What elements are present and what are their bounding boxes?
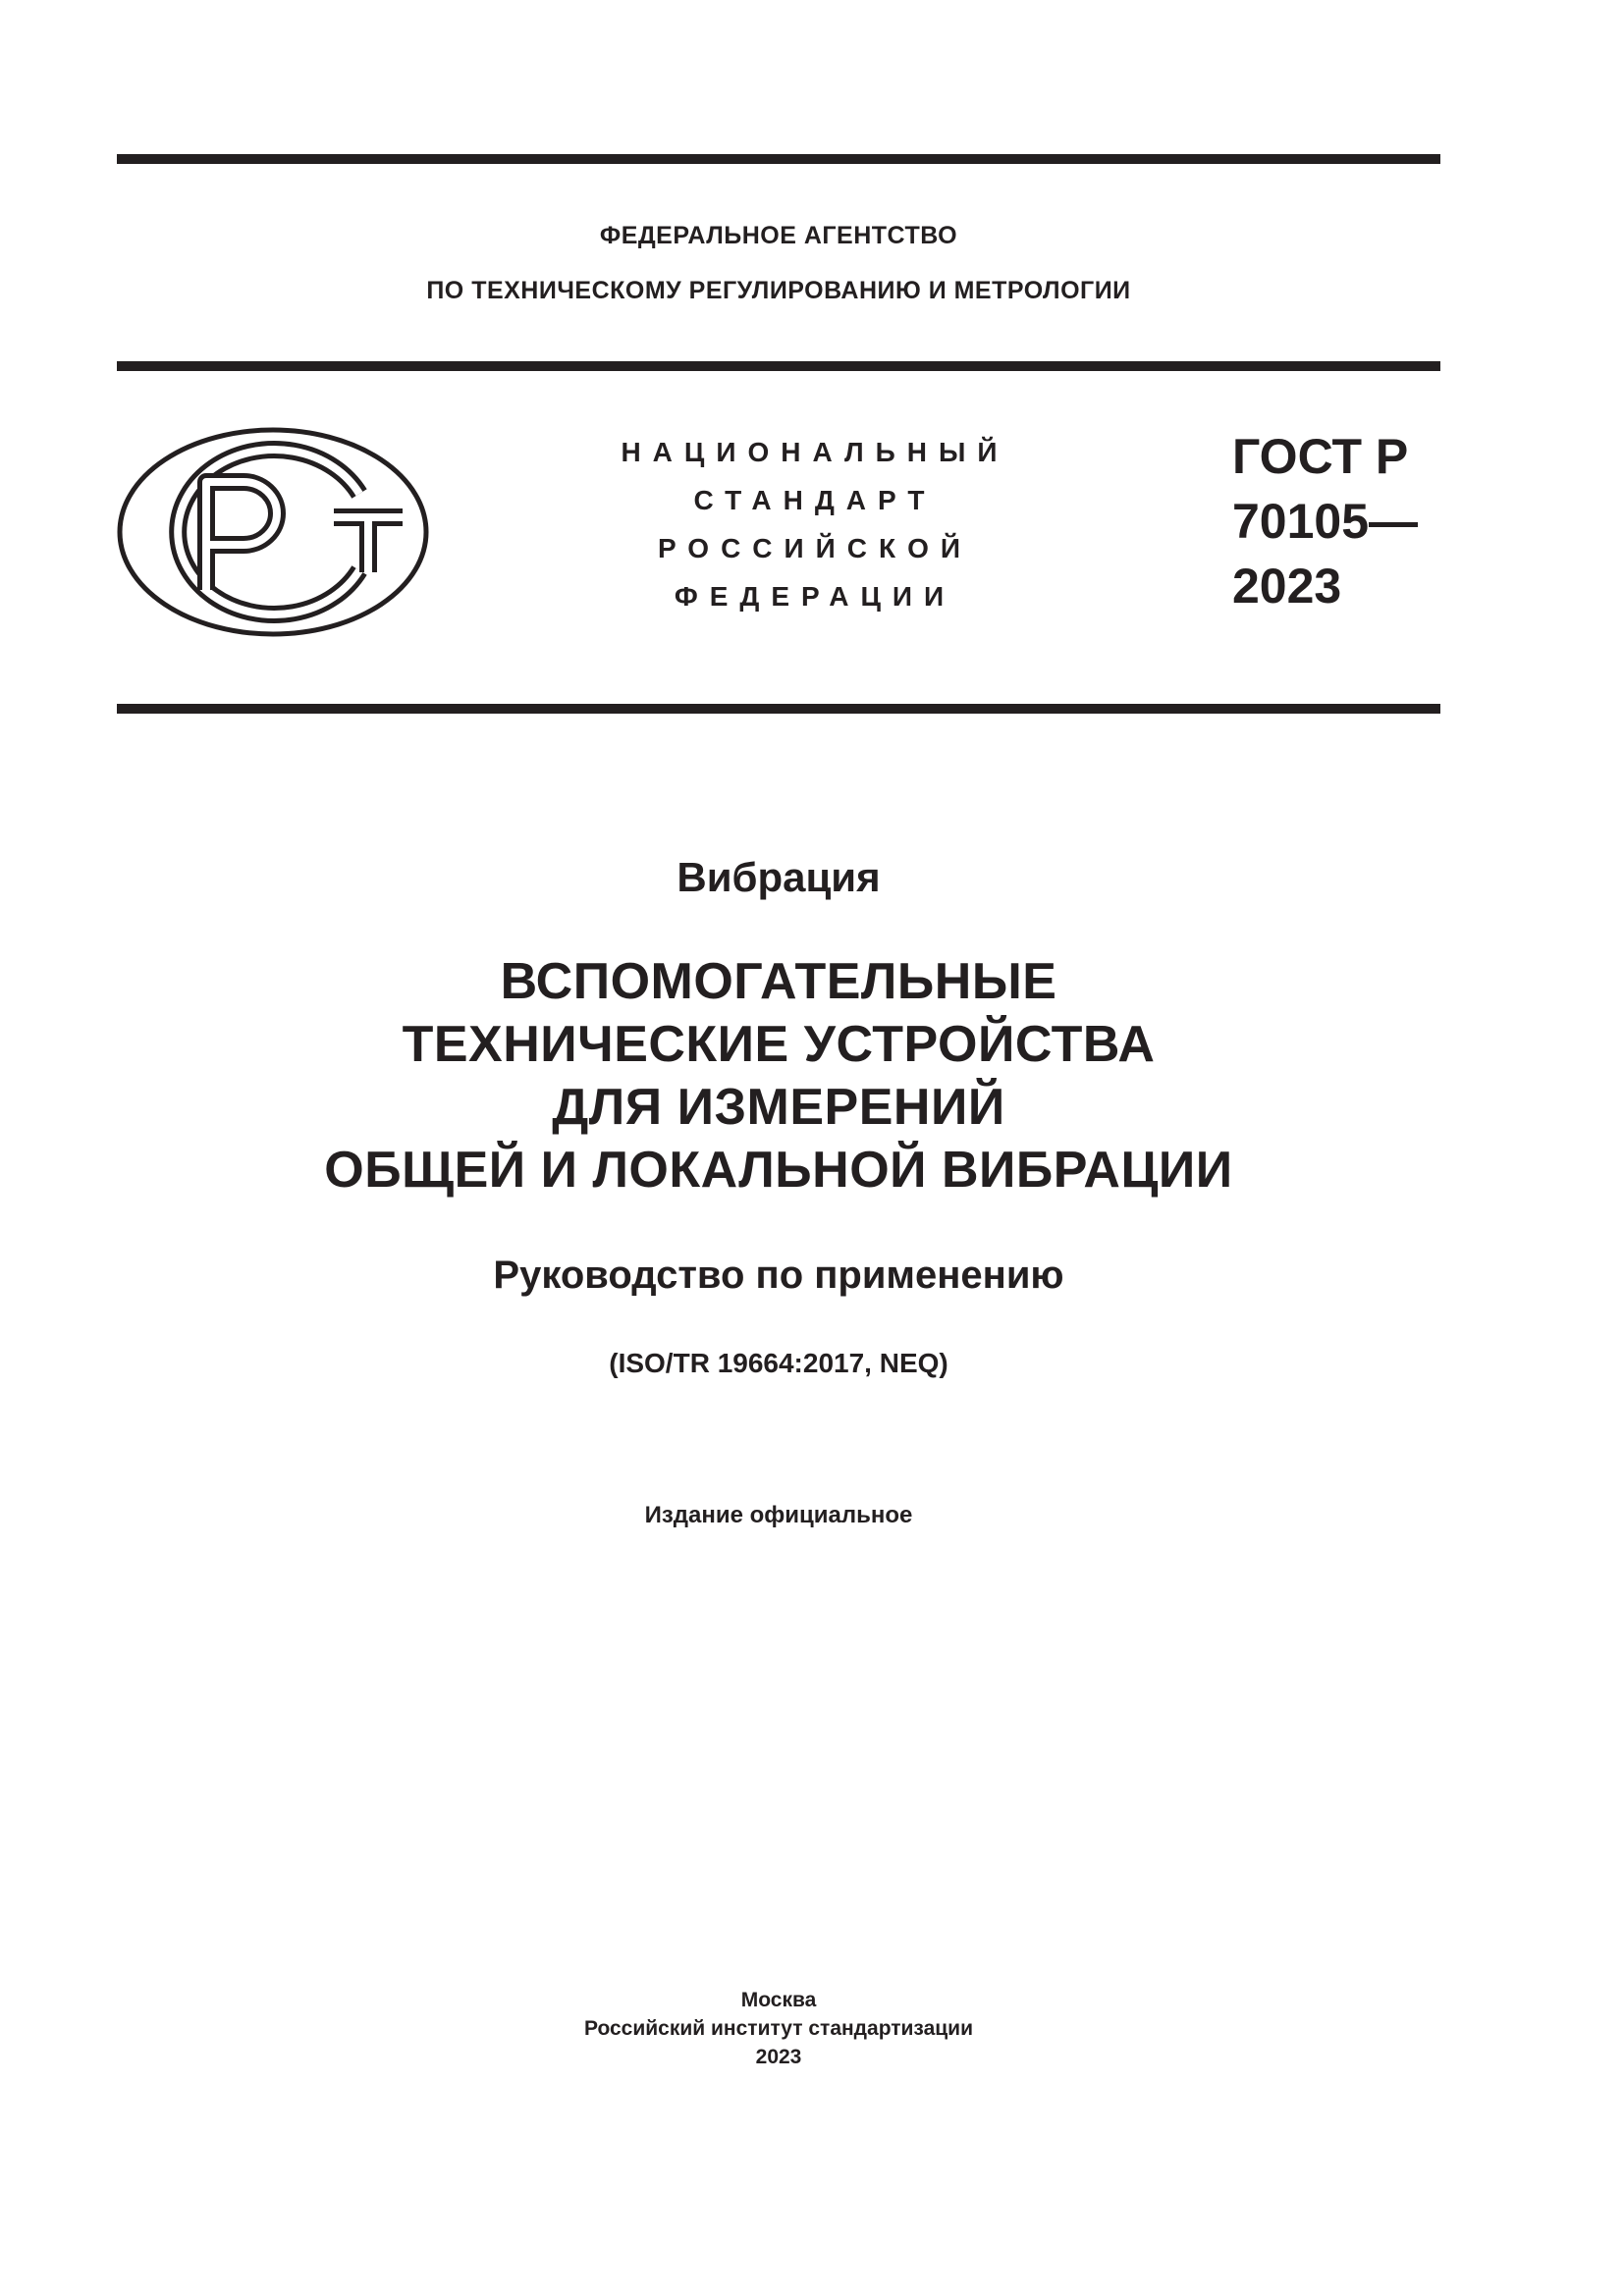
standard-type-line4: ФЕДЕРАЦИИ xyxy=(674,581,956,612)
top-divider xyxy=(117,154,1440,164)
designation-line1: ГОСТ Р xyxy=(1232,429,1409,484)
designation-line3: 2023 xyxy=(1232,559,1342,614)
imprint-publisher: Российский институт стандартизации xyxy=(583,2017,974,2040)
standard-type-block xyxy=(569,428,1060,620)
document-subtitle: Руководство по применению xyxy=(493,1254,1064,1297)
agency-name-line1: ФЕДЕРАЛЬНОЕ АГЕНТСТВО xyxy=(599,222,958,249)
imprint-block xyxy=(117,1986,1440,2071)
title-line2: ТЕХНИЧЕСКИЕ УСТРОЙСТВА xyxy=(402,1016,1156,1073)
middle-divider xyxy=(117,361,1440,371)
standard-type-line1: НАЦИОНАЛЬНЫЙ xyxy=(621,437,1009,467)
subject-heading: Вибрация xyxy=(677,854,881,900)
imprint-city: Москва xyxy=(740,1989,817,2011)
agency-name-line2: ПО ТЕХНИЧЕСКОМУ РЕГУЛИРОВАНИЮ И МЕТРОЛОГИИ xyxy=(426,277,1131,304)
title-line4: ОБЩЕЙ И ЛОКАЛЬНОЙ ВИБРАЦИИ xyxy=(324,1142,1233,1199)
document-title xyxy=(117,950,1440,1201)
rst-conformity-mark-icon xyxy=(116,425,430,639)
imprint-year: 2023 xyxy=(755,2046,802,2068)
edition-note: Издание официальное xyxy=(644,1502,913,1528)
designation-line2: 70105— xyxy=(1232,494,1419,549)
title-line3: ДЛЯ ИЗМЕРЕНИЙ xyxy=(552,1079,1005,1136)
standard-type-line2: СТАНДАРТ xyxy=(693,485,937,515)
iso-reference: (ISO/TR 19664:2017, NEQ) xyxy=(609,1348,948,1378)
standard-designation xyxy=(1232,424,1418,618)
title-line1: ВСПОМОГАТЕЛЬНЫЕ xyxy=(500,953,1057,1010)
bottom-divider xyxy=(117,704,1440,714)
standard-type-line3: РОССИЙСКОЙ xyxy=(658,533,972,563)
